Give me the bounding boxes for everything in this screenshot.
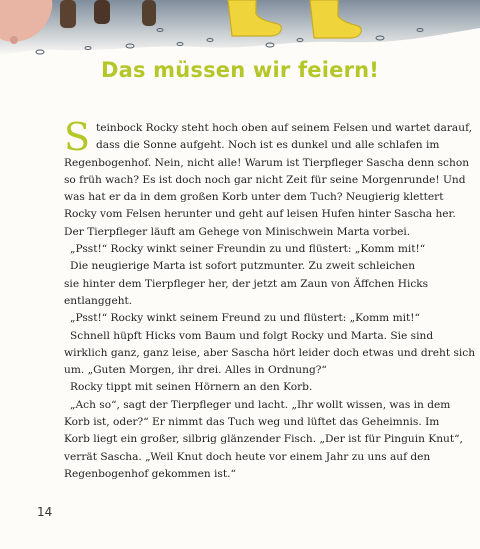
- text-line: „Ach so“, sagt der Tierpfleger und lacht. „Ihr wollt wissen, was in dem: [70, 398, 451, 411]
- text-line: Der Tierpfleger läuft am Gehege von Minischwein Marta vorbei.: [64, 225, 411, 238]
- text-line: entlanggeht.: [64, 294, 133, 307]
- text-line: Regenbogenhof. Nein, nicht alle! Warum ist Tierpfleger Sascha denn schon: [64, 156, 470, 169]
- text-line: um. „Guten Morgen, ihr drei. Alles in Ordnung?“: [64, 364, 327, 377]
- text-line: teinbock Rocky steht hoch oben auf seinem Felsen und wartet darauf,: [96, 122, 472, 134]
- animal-leg: [94, 0, 110, 24]
- text-line: Schnell hüpft Hicks vom Baum und folgt Rocky und Marta. Sie sind: [70, 329, 434, 342]
- text-line: dass die Sonne aufgeht. Noch ist es dunkel und alle schlafen im: [96, 139, 440, 152]
- chapter-title: Das müssen wir feiern!: [100, 58, 380, 82]
- animal-leg: [142, 0, 156, 26]
- text-line: Korb liegt ein großer, silbrig glänzender Fisch. „Der ist für Pinguin Knut“,: [64, 433, 463, 446]
- text-line: Die neugierige Marta ist sofort putzmunter. Zu zweit schleichen: [70, 260, 416, 273]
- text-line: Rocky tippt mit seinen Hörnern an den Korb.: [70, 381, 313, 394]
- text-line: Regenbogenhof gekommen ist.“: [64, 467, 236, 480]
- animal-leg: [60, 0, 76, 28]
- text-line: Korb ist, oder?“ Er nimmt das Tuch weg und lüftet das Geheimnis. Im: [64, 416, 440, 429]
- text-line: „Psst!“ Rocky winkt seinem Freund zu und flüstert: „Komm mit!“: [70, 312, 420, 325]
- text-line: „Psst!“ Rocky winkt seiner Freundin zu und flüstert: „Komm mit!“: [70, 243, 426, 256]
- text-line: was hat er da in dem großen Korb unter dem Tuch? Neugierig klettert: [64, 191, 444, 204]
- text-line: so früh wach? Es ist doch noch gar nicht Zeit für seine Morgenrunde! Und: [64, 173, 466, 186]
- text-line: verrät Sascha. „Weil Knut doch heute vor einem Jahr zu uns auf den: [64, 450, 431, 463]
- text-line: sie hinter dem Tierpfleger her, der jetzt am Zaun von Äffchen Hicks: [64, 277, 429, 290]
- text-line: Rocky vom Felsen herunter und geht auf leisen Hufen hinter Sascha her.: [64, 208, 456, 221]
- drop-cap: S: [64, 115, 91, 159]
- text-line: wirklich ganz, ganz leise, aber Sascha hört leider doch etwas und dreht sich: [64, 346, 476, 359]
- page-number: 14: [37, 505, 53, 519]
- story-text: [64, 115, 476, 483]
